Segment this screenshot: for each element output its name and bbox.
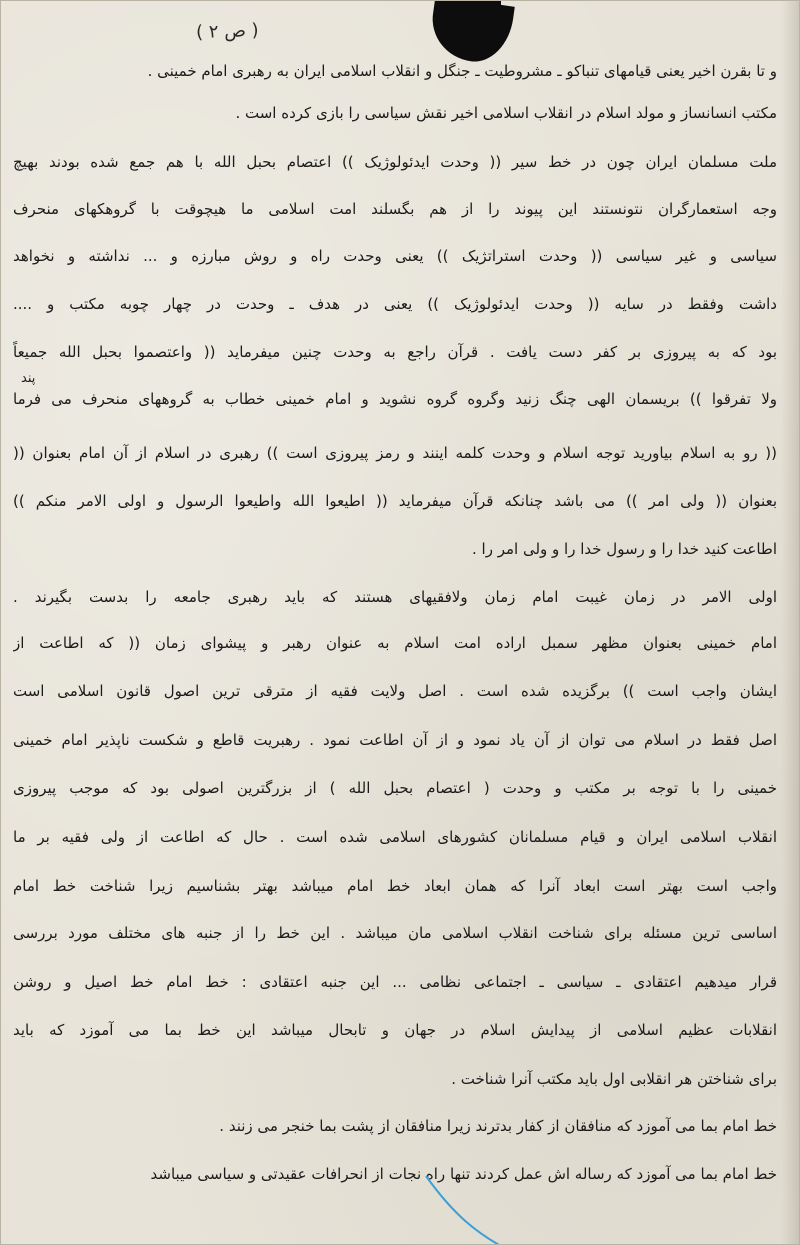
text-line-15: اصل فقط در اسلام می توان از آن یاد نمود و از آن اطاعت نمود . رهبریت قاطع و شکست ناپذیر امام خمینی xyxy=(13,731,777,749)
text-line-21: انقلابات عظیم اسلامی از پیدایش اسلام در جهان و تابحال میباشد این خط بما می آموزد که باید xyxy=(13,1021,777,1039)
text-line-19: اساسی ترین مسئله برای شناخت انقلاب اسلامی مان میباشد . این خط را از جنبه های مختلف مورد بررسی xyxy=(13,924,777,942)
text-line-20: قرار میدهیم اعتقادی ـ سیاسی ـ اجتماعی نظامی ... این جنبه اعتقادی : خط امام خط اصیل و روشن xyxy=(13,973,777,991)
text-line-18: واجب است بهتر است ابعاد آنرا که همان ابعاد خط امام میباشد بهتر بشناسیم زیرا شناخت خط امام xyxy=(13,877,777,895)
text-line-5: سیاسی و غیر سیاسی (( وحدت استراتژیک )) یعنی وحدت راه و روش مبارزه و ... نداشته و نخواهد xyxy=(13,247,777,265)
text-line-1: و تا بقرن اخیر یعنی قیامهای تنباکو ـ مشروطیت ـ جنگل و انقلاب اسلامی ایران به رهبری امام خمینی . xyxy=(147,62,777,80)
ink-blot xyxy=(471,1,501,29)
text-line-2: مکتب انسانساز و مولد اسلام در انقلاب اسلامی اخیر نقش سیاسی را بازی کرده است . xyxy=(235,104,777,122)
text-line-4: وجه استعمارگران نتونستند این پیوند را از هم بگسلند امت اسلامی ما هیچوقت با گروهکهای منحرف xyxy=(13,200,777,218)
page-edge-shadow xyxy=(781,1,799,1244)
text-line-24: خط امام بما می آموزد که رساله اش عمل کردند تنها راه نجات از انحرافات عقیدتی و سیاسی میباشد xyxy=(150,1165,777,1183)
text-line-16: خمینی را با توجه بر مکتب و وحدت ( اعتصام بحبل الله ) از بزرگترین اصولی بود که موجب پیروزی xyxy=(13,779,777,797)
text-line-7: بود که به پیروزی بر کفر دست یافت . قرآن راجع به وحدت چنین میفرماید (( واعتصموا بحبل الله جمیعاً xyxy=(13,343,777,361)
text-line-22: برای شناختن هر انقلابی اول باید مکتب آنرا شناخت . xyxy=(451,1070,777,1088)
text-line-8: ولا تفرقوا )) بریسمان الهی چنگ زنید وگروه گروه نشوید و امام خمینی خطاب به گروههای منحرف می فرما xyxy=(13,390,777,408)
pen-stroke-mark xyxy=(421,1171,531,1245)
text-line-10: بعنوان (( ولی امر )) می باشد چنانکه قرآن میفرماید (( اطیعوا الله واطیعوا الرسول و اولی الامر منکم )) xyxy=(13,492,777,510)
text-line-14: ایشان واجب است )) برگزیده شده است . اصل ولایت فقیه از مترقی ترین اصول قانون اسلامی است xyxy=(13,682,777,700)
marginal-note: پند xyxy=(21,371,36,386)
text-line-3: ملت مسلمان ایران چون در خط سیر (( وحدت ایدئولوژیک )) اعتصام بحبل الله با هم جمع شده بودند بهیچ xyxy=(13,153,777,171)
text-line-9: (( رو به اسلام بیاورید توجه اسلام و وحدت کلمه اینند و رمز پیروزی است )) رهبری در اسلام از آن امام بعنوان (( xyxy=(13,444,777,462)
text-line-13: امام خمینی بعنوان مظهر سمبل اراده امت اسلام به عنوان رهبر و پیشوای زمان (( که اطاعت از xyxy=(13,634,777,652)
text-line-12: اولی الامر در زمان غیبت امام زمان ولافقیهای هستند که باید رهبری جامعه را بدست بگیرند . xyxy=(13,588,777,606)
page-number: ( ص ۲ ) xyxy=(195,19,260,44)
text-line-23: خط امام بما می آموزد که منافقان از کفار بدترند زیرا منافقان از پشت بما خنجر می زنند . xyxy=(219,1117,777,1135)
text-line-6: داشت وفقط در سایه (( وحدت ایدئولوژیک )) یعنی در هدف ـ وحدت در چهار چوبه مکتب و .... xyxy=(13,295,777,313)
text-line-11: اطاعت کنید خدا را و رسول خدا را و ولی امر را . xyxy=(471,540,777,558)
text-line-17: انقلاب اسلامی ایران و قیام مسلمانان کشورهای اسلامی شده است . حال که اطاعت از ولی فقیه بر ما xyxy=(13,828,777,846)
